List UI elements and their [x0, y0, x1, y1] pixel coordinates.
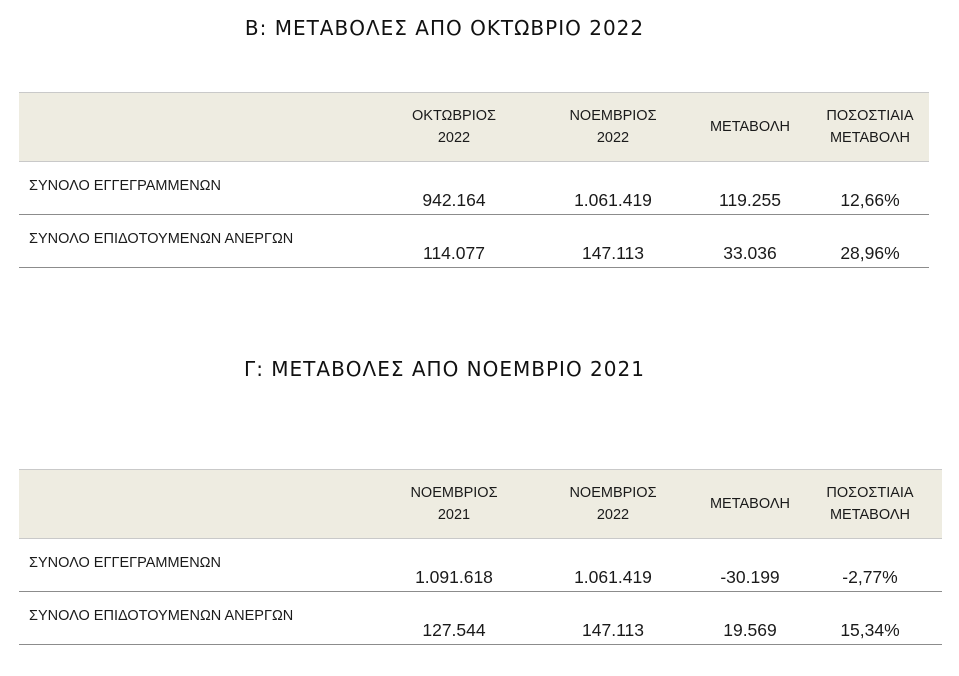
cell-value: 15,34% — [840, 620, 900, 640]
cell-value: 1.061.419 — [574, 567, 652, 587]
cell-value: -2,77% — [842, 567, 898, 587]
cell-value: 127.544 — [422, 620, 486, 640]
cell-value: 1.091.618 — [415, 567, 493, 587]
cell-value: 28,96% — [840, 243, 900, 263]
cell-value: 19.569 — [723, 620, 777, 640]
row-label: ΣΥΝΟΛΟ ΕΓΓΕΓΡΑΜΜΕΝΩΝ — [29, 555, 221, 571]
header-percent-change: ΠΟΣΟΣΤΙΑΙΑ ΜΕΤΑΒΟΛΗ — [826, 108, 914, 146]
row-label: ΣΥΝΟΛΟ ΕΓΓΕΓΡΑΜΜΕΝΩΝ — [29, 178, 221, 194]
header-november-2022: ΝΟΕΜΒΡΙΟΣ 2022 — [569, 108, 657, 146]
cell-value: 119.255 — [719, 190, 781, 210]
row-label: ΣΥΝΟΛΟ ΕΠΙΔΟΤΟΥΜΕΝΩΝ ΑΝΕΡΓΩΝ — [29, 608, 294, 624]
table-row — [19, 215, 929, 268]
table-changes-from-november — [19, 469, 942, 645]
cell-value: 147.113 — [582, 620, 644, 640]
table-row — [19, 592, 942, 645]
section-g-title: Γ: ΜΕΤΑΒΟΛΕΣ ΑΠΟ ΝΟΕΜΒΡΙΟ 2021 — [244, 357, 645, 381]
table-header — [19, 469, 942, 539]
header-november-2022: ΝΟΕΜΒΡΙΟΣ 2022 — [569, 485, 657, 523]
cell-value: 12,66% — [840, 190, 900, 210]
cell-value: 1.061.419 — [574, 190, 652, 210]
row-label: ΣΥΝΟΛΟ ΕΠΙΔΟΤΟΥΜΕΝΩΝ ΑΝΕΡΓΩΝ — [29, 231, 294, 247]
header-change: ΜΕΤΑΒΟΛΗ — [709, 119, 791, 135]
cell-value: 147.113 — [582, 243, 644, 263]
cell-value: 942.164 — [422, 190, 486, 210]
cell-value: 114.077 — [423, 243, 485, 263]
header-october-2022: ΟΚΤΩΒΡΙΟΣ 2022 — [412, 108, 496, 146]
table-header — [19, 92, 929, 162]
header-percent-change: ΠΟΣΟΣΤΙΑΙΑ ΜΕΤΑΒΟΛΗ — [826, 485, 914, 523]
header-change: ΜΕΤΑΒΟΛΗ — [709, 496, 791, 512]
table-changes-from-october — [19, 92, 929, 268]
section-b-title: Β: ΜΕΤΑΒΟΛΕΣ ΑΠΟ ΟΚΤΩΒΡΙΟ 2022 — [244, 16, 645, 40]
table-row — [19, 162, 929, 215]
cell-value: -30.199 — [720, 567, 780, 587]
header-november-2021: ΝΟΕΜΒΡΙΟΣ 2021 — [410, 485, 498, 523]
table-row — [19, 539, 942, 592]
cell-value: 33.036 — [723, 243, 777, 263]
